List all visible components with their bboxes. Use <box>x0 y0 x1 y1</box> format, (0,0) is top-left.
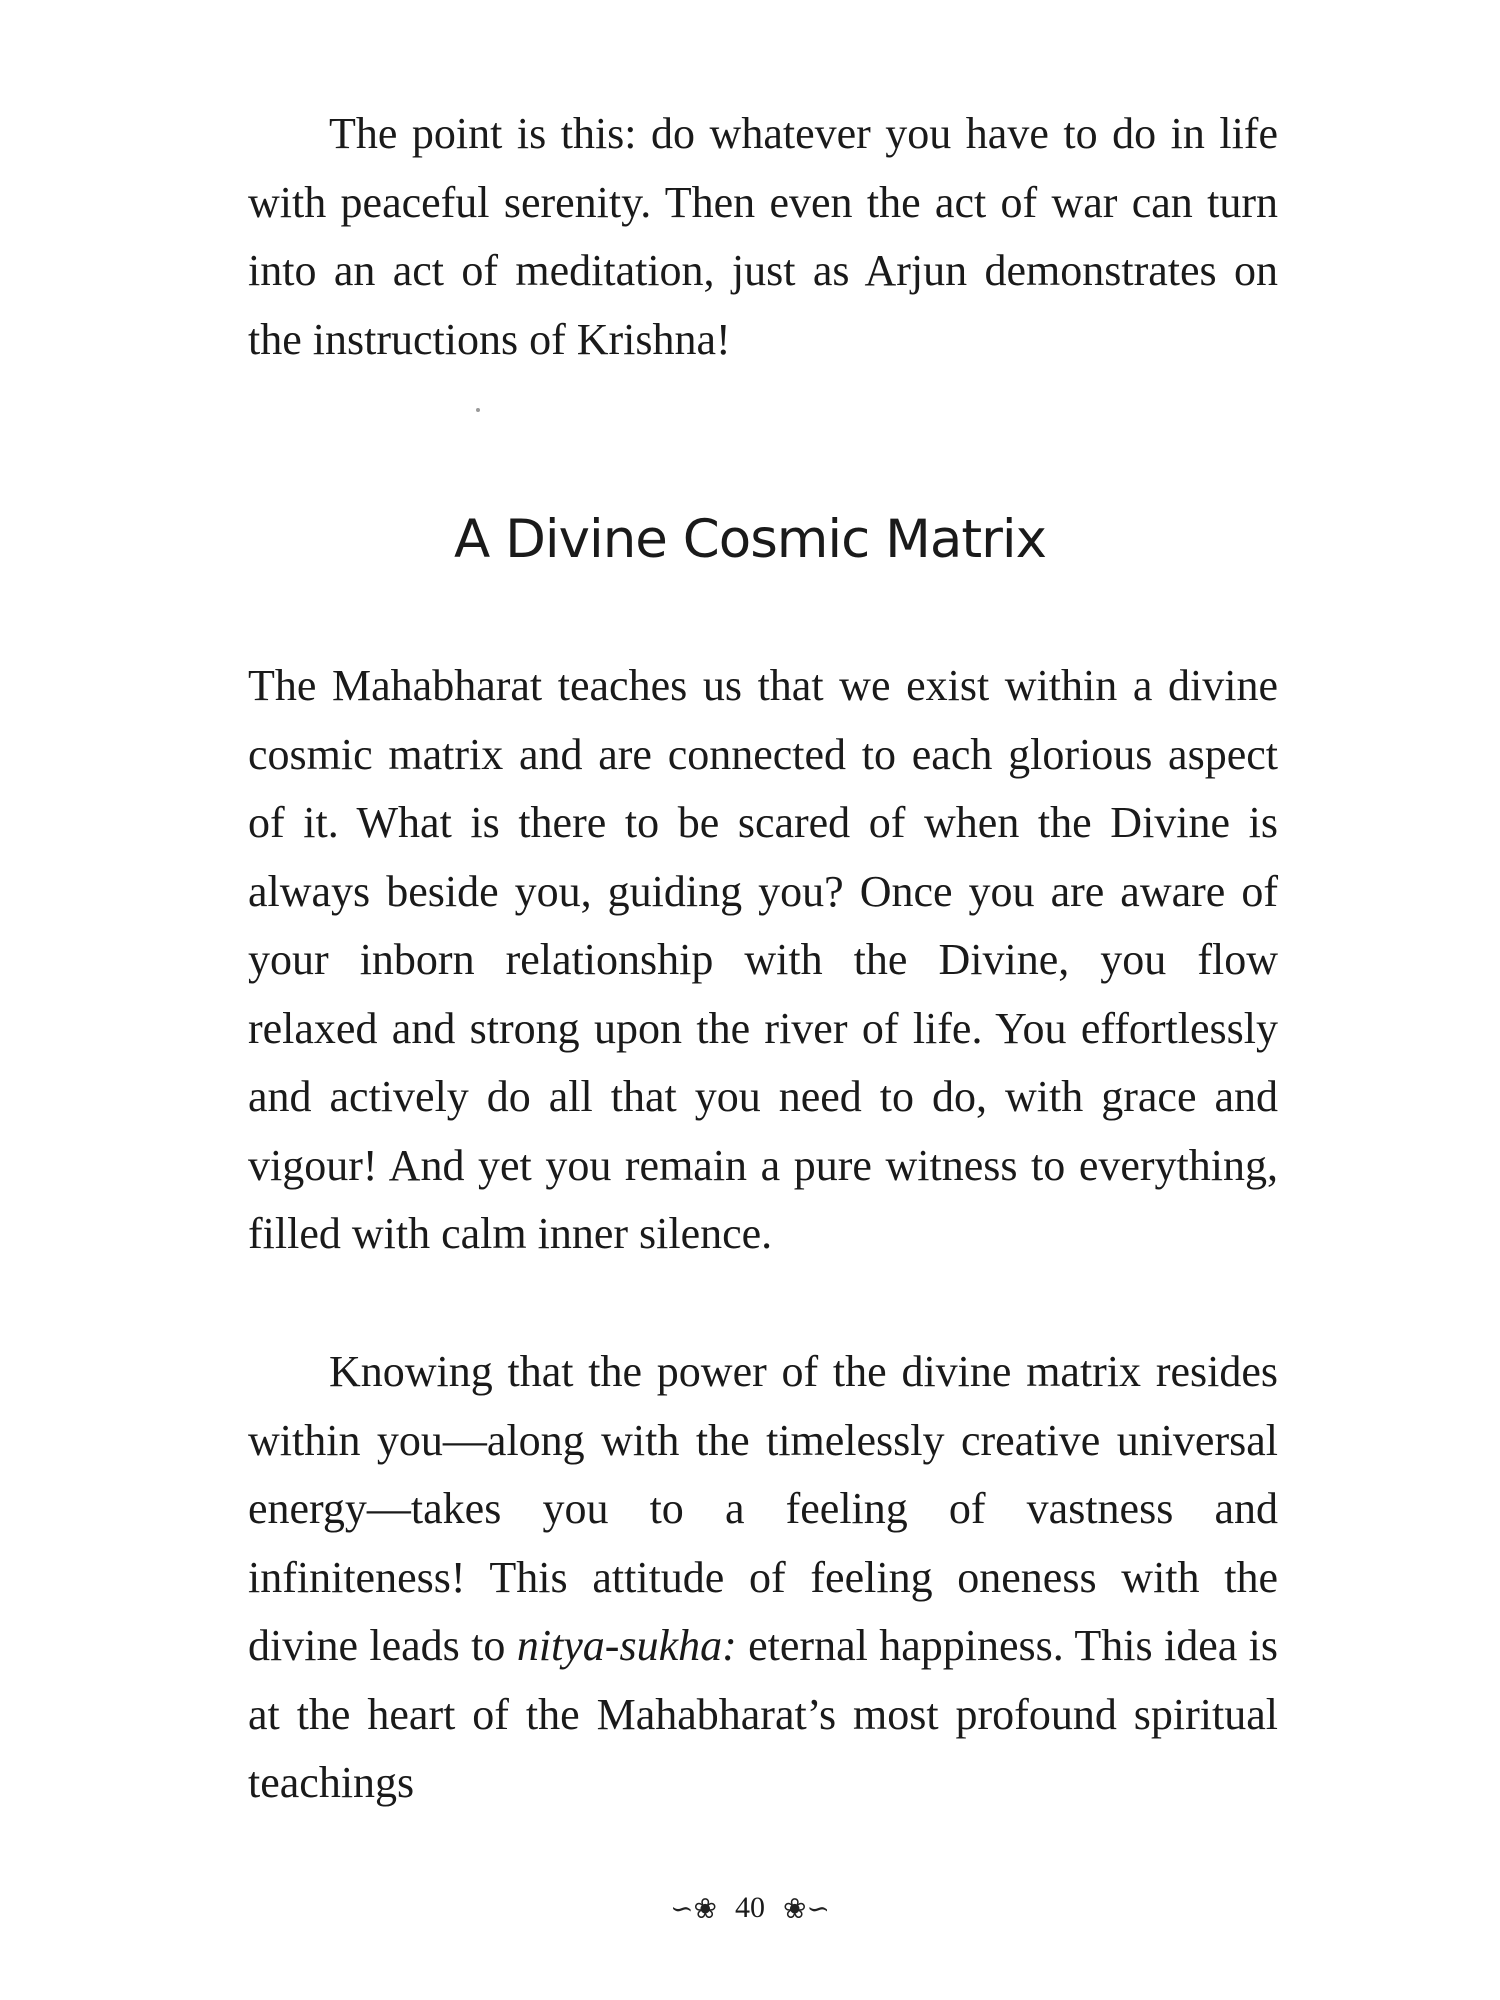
ink-speck <box>476 408 480 412</box>
page-footer <box>0 1888 1500 1930</box>
intro-paragraph: The point is this: do whatever you have to do in life with peaceful serenity. Then even the act of war can turn into an act of meditation, just as Arjun demonstrates on the instructions of Krishna! <box>248 109 1278 364</box>
paragraph-2-text-start: Knowing that the power of the divine matrix resides within you—along with the timelessly creative universal energy—takes you to a feeling of vastness and infiniteness! This attitude of feeling oneness with the divine leads to <box>248 1347 1278 1670</box>
section-paragraph-1: The Mahabharat teaches us that we exist within a divine cosmic matrix and are connected to each glorious aspect of it. What is there to be scared of when the Divine is always beside you, guiding you? Once you are aware of your inborn relationship with the Divine, you flow relaxed and strong upon the river of life. You effortlessly and actively do all that you need to do, with grace and vigour! And yet you remain a pure witness to everything, filled with calm inner silence. <box>248 661 1278 1258</box>
sanskrit-term: nitya-sukha: <box>516 1621 737 1670</box>
section-paragraph-2 <box>248 1338 1278 1818</box>
page-number: 40 <box>735 1891 765 1924</box>
paragraph-2-text-end: eternal happiness. This idea is at the heart of the Mahabharat’s most profound spiritual teachings <box>248 1621 1279 1807</box>
left-ornament-icon: ∽❀ <box>670 1894 717 1926</box>
right-ornament-icon: ❀∽ <box>783 1894 830 1926</box>
section-heading: A Divine Cosmic Matrix <box>453 509 1047 570</box>
